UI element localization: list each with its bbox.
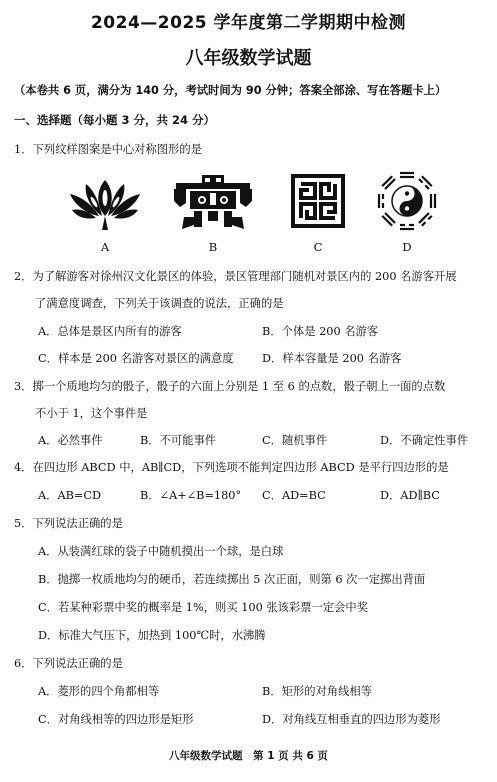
- question-4-stem: 4．在四边形 ABCD 中，AB∥CD，下列选项不能判定四边形 ABCD 是平行四边形的是: [14, 461, 449, 474]
- question-5-stem: 5．下列说法正确的是: [14, 517, 123, 530]
- question-5-option-a: A．从装满红球的袋子中随机摸出一个球，是白球: [38, 545, 284, 558]
- question-3-stem-line2: 不小于 1，这个事件是: [35, 407, 148, 420]
- figure-label-b: B: [208, 240, 218, 254]
- exam-subtitle: 八年级数学试题: [185, 48, 312, 69]
- question-5-option-d: D．标准大气压下，加热到 100℃时，水沸腾: [38, 629, 266, 642]
- question-4-option-c: C．AD=BC: [262, 489, 326, 502]
- question-6-option-d: D．对角线互相垂直的四边形为菱形: [262, 713, 441, 726]
- question-2-stem-line1: 2．为了解游客对徐州汉文化景区的体验，景区管理部门随机对景区内的 200 名游客开展: [14, 270, 457, 283]
- question-3-option-d: D．不确定性事件: [380, 434, 469, 447]
- question-6-stem: 6．下列说法正确的是: [14, 657, 123, 670]
- exam-title: 2024—2025 学年度第二学期期中检测: [90, 13, 407, 33]
- figure-label-a: A: [100, 240, 110, 254]
- fret-knot-pattern-figure: [290, 173, 346, 229]
- lotus-pattern-figure: [66, 172, 144, 234]
- question-2-option-d: D．样本容量是 200 名游客: [262, 352, 402, 365]
- question-2-option-b: B．个体是 200 名游客: [262, 325, 379, 338]
- question-2-option-a: A．总体是景区内所有的游客: [38, 325, 182, 338]
- bagua-taiji-pattern-figure: [376, 170, 438, 232]
- question-2-stem-line2: 了满意度调查，下列关于该调查的说法，正确的是: [35, 297, 284, 310]
- figure-label-c: C: [313, 240, 323, 254]
- question-3-stem-line1: 3．掷一个质地均匀的骰子，骰子的六面上分别是 1 至 6 的点数，骰子朝上一面的点数: [14, 380, 446, 393]
- question-4-option-b: B．∠A+∠B=180°: [140, 489, 242, 502]
- figure-label-d: D: [402, 240, 412, 254]
- question-3-option-a: A．必然事件: [38, 434, 103, 447]
- page-footer: 八年级数学试题 第 1 页 共 6 页: [169, 750, 328, 762]
- question-6-option-c: C．对角线相等的四边形是矩形: [38, 713, 194, 726]
- question-2-option-c: C．样本是 200 名游客对景区的满意度: [38, 352, 234, 365]
- question-3-option-b: B．不可能事件: [140, 434, 217, 447]
- question-1-stem: 1．下列纹样图案是中心对称图形的是: [14, 143, 202, 156]
- question-5-option-c: C．若某种彩票中奖的概率是 1%，则买 100 张该彩票一定会中奖: [38, 601, 369, 614]
- section-title: 一、选择题（每小题 3 分，共 24 分）: [14, 113, 216, 127]
- question-6-option-a: A．菱形的四个角都相等: [38, 685, 160, 698]
- question-5-option-b: B．抛掷一枚质地均匀的硬币，若连续掷出 5 次正面，则第 6 次一定掷出背面: [38, 573, 426, 586]
- question-4-option-d: D．AD∥BC: [380, 489, 440, 502]
- exam-note: （本卷共 6 页，满分为 140 分，考试时间为 90 分钟；答案全部涂、写在答题卡上）: [14, 84, 447, 97]
- question-6-option-b: B．矩形的对角线相等: [262, 685, 372, 698]
- question-3-option-c: C．随机事件: [262, 434, 328, 447]
- bronze-taotie-pattern-figure: [172, 173, 254, 231]
- question-4-option-a: A．AB=CD: [38, 489, 102, 502]
